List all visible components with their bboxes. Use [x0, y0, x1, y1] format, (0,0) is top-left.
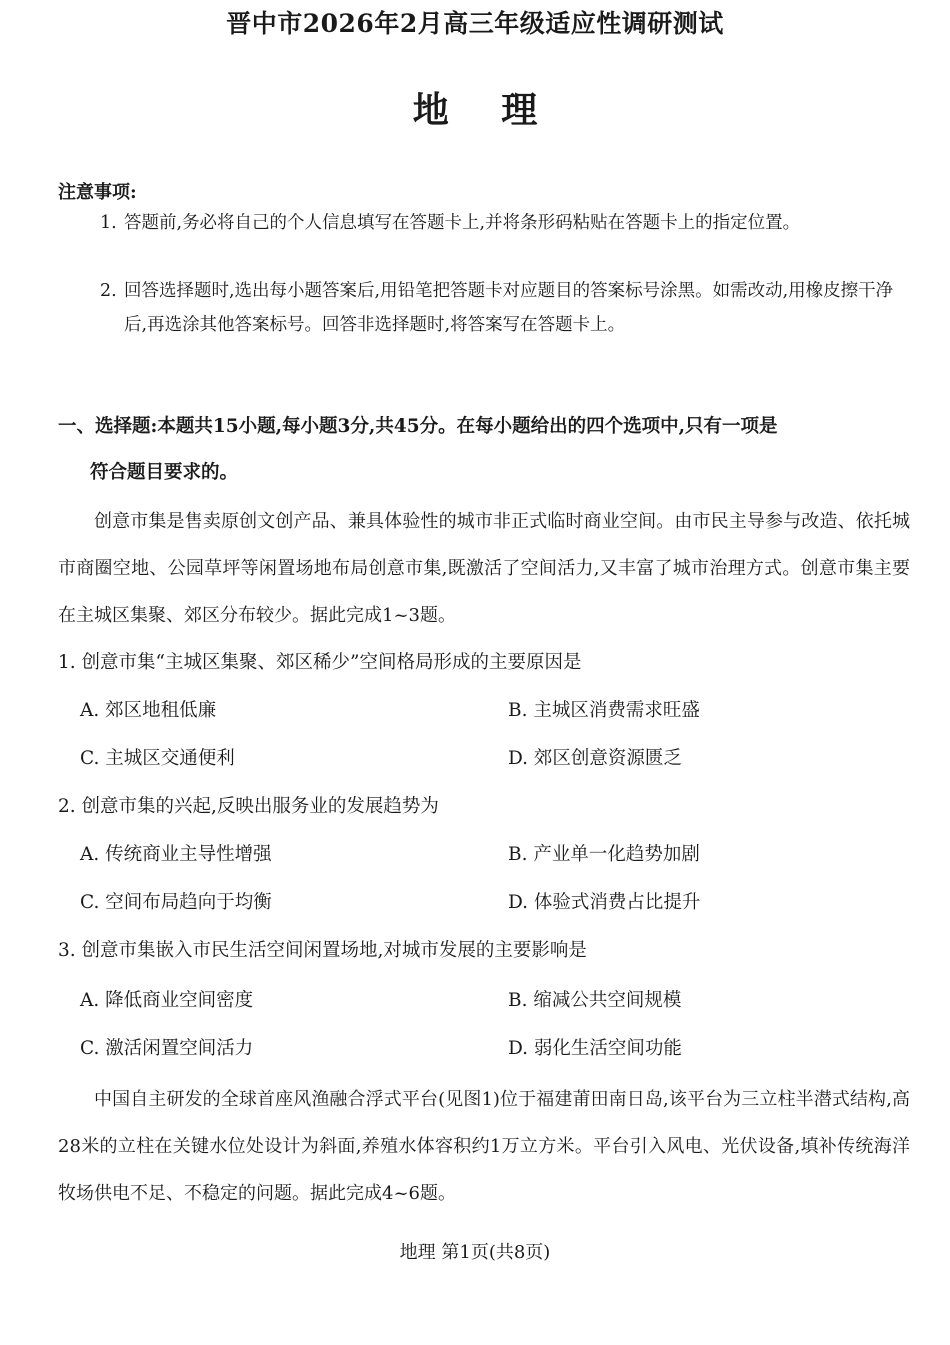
- question-3-stem: 3. 创意市集嵌入市民生活空间闲置场地,对城市发展的主要影响是: [58, 940, 587, 961]
- notice-heading: 注意事项:: [58, 182, 137, 203]
- question-2-option-d: D. 体验式消费占比提升: [508, 892, 701, 913]
- question-1-option-c: C. 主城区交通便利: [80, 748, 235, 769]
- notice-item-1: [100, 206, 908, 240]
- passage-creative-market: 创意市集是售卖原创文创产品、兼具体验性的城市非正式临时商业空间。由市民主导参与改造、依托城市商圈空地、公园草坪等闲置场地布局创意市集,既激活了空间活力,又丰富了城市治理方式。创意市集主要在主城区集聚、郊区分布较少。据此完成1~3题。: [58, 511, 910, 626]
- question-1-stem: 1. 创意市集“主城区集聚、郊区稀少”空间格局形成的主要原因是: [58, 652, 582, 673]
- section-heading: [58, 404, 910, 496]
- question-1-option-a: A. 郊区地租低廉: [80, 700, 217, 721]
- section-heading-line-2: 符合题目要求的。: [90, 462, 239, 483]
- subject-title: 地 理: [412, 89, 538, 131]
- question-3-option-b: B. 缩减公共空间规模: [508, 990, 682, 1011]
- notice-item-2: [100, 274, 908, 342]
- question-2-option-c: C. 空间布局趋向于均衡: [80, 892, 272, 913]
- question-2-option-a: A. 传统商业主导性增强: [80, 844, 272, 865]
- exam-title: 晋中市2026年2月高三年级适应性调研测试: [226, 9, 724, 38]
- question-2-option-b: B. 产业单一化趋势加剧: [508, 844, 700, 865]
- section-heading-line-1: 一、选择题:本题共15小题,每小题3分,共45分。在每小题给出的四个选项中,只有一项是: [58, 416, 778, 437]
- page-footer: 地理 第1页(共8页): [399, 1242, 551, 1263]
- notice-item-text: 答题前,务必将自己的个人信息填写在答题卡上,并将条形码粘贴在答题卡上的指定位置。: [124, 213, 801, 233]
- question-1-option-d: D. 郊区创意资源匮乏: [508, 748, 682, 769]
- question-1-option-b: B. 主城区消费需求旺盛: [508, 700, 700, 721]
- question-3-option-a: A. 降低商业空间密度: [80, 990, 254, 1011]
- notice-item-number: 1.: [100, 213, 117, 233]
- notice-item-number: 2.: [100, 281, 117, 301]
- notice-item-text: 回答选择题时,选出每小题答案后,用铅笔把答题卡对应题目的答案标号涂黑。如需改动,用橡皮擦干净后,再选涂其他答案标号。回答非选择题时,将答案写在答题卡上。: [124, 281, 894, 335]
- question-2-stem: 2. 创意市集的兴起,反映出服务业的发展趋势为: [58, 796, 439, 817]
- question-3-option-c: C. 激活闲置空间活力: [80, 1038, 254, 1059]
- question-3-option-d: D. 弱化生活空间功能: [508, 1038, 682, 1059]
- passage-floating-platform: 中国自主研发的全球首座风渔融合浮式平台(见图1)位于福建莆田南日岛,该平台为三立柱半潜式结构,高28米的立柱在关键水位处设计为斜面,养殖水体容积约1万立方米。平台引入风电、光伏设备,填补传统海洋牧场供电不足、不稳定的问题。据此完成4~6题。: [58, 1089, 910, 1204]
